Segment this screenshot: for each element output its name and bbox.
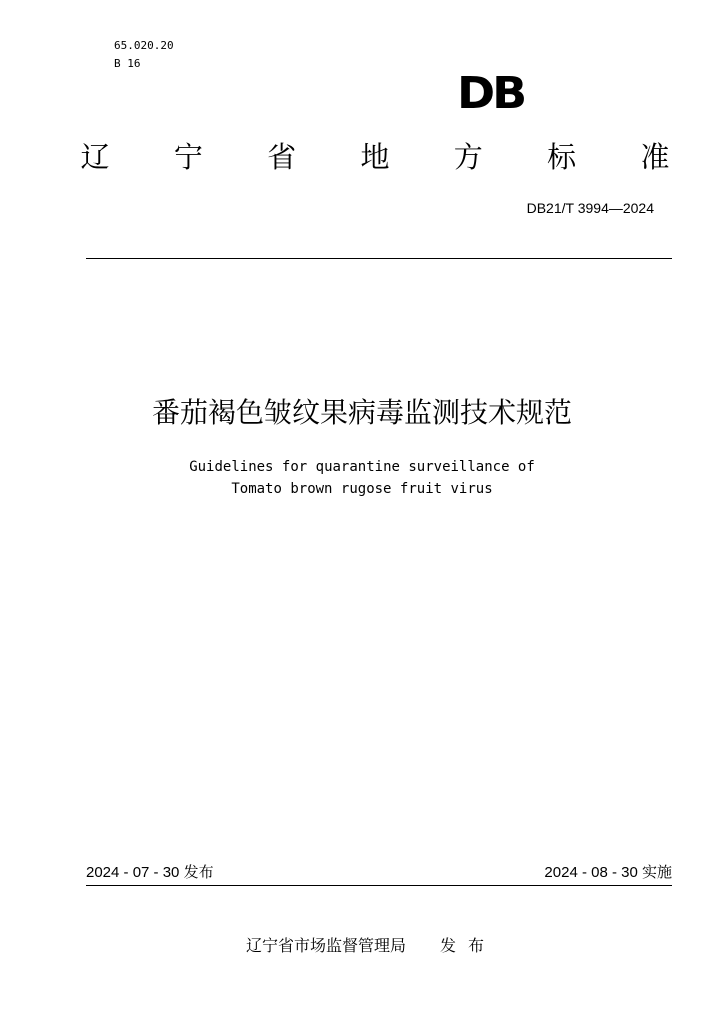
ccs-code: B 16 [114, 57, 141, 70]
issuer-name: 辽宁省市场监督管理局 [246, 936, 407, 955]
issue-date: 2024 - 07 - 30 发布 [86, 864, 214, 881]
title-chinese: 番茄褐色皱纹果病毒监测技术规范 [151, 396, 572, 429]
standard-type-char: 标 [547, 140, 577, 174]
title-english-line: Tomato brown rugose fruit virus [231, 481, 493, 497]
classification-codes [114, 37, 174, 73]
title-english [0, 456, 724, 500]
standard-type-char: 准 [640, 140, 670, 174]
ics-code: 65.020.20 [114, 39, 174, 52]
top-divider [86, 258, 672, 259]
standard-type-char: 宁 [173, 140, 203, 174]
issue-action: 发布 [440, 936, 497, 955]
implementation-date: 2024 - 08 - 30 实施 [544, 864, 672, 881]
issuing-authority [246, 934, 496, 958]
standard-type-char: 省 [267, 140, 297, 174]
standard-type-char: 方 [453, 140, 483, 174]
standard-type-heading [80, 138, 670, 176]
standard-type-char: 辽 [80, 140, 110, 174]
standard-type-char: 地 [360, 140, 390, 174]
standard-number: DB21/T 3994—2024 [526, 200, 654, 216]
db-logo: DB [457, 67, 525, 119]
title-english-line: Guidelines for quarantine surveillance of [189, 459, 535, 475]
bottom-divider [86, 885, 672, 886]
